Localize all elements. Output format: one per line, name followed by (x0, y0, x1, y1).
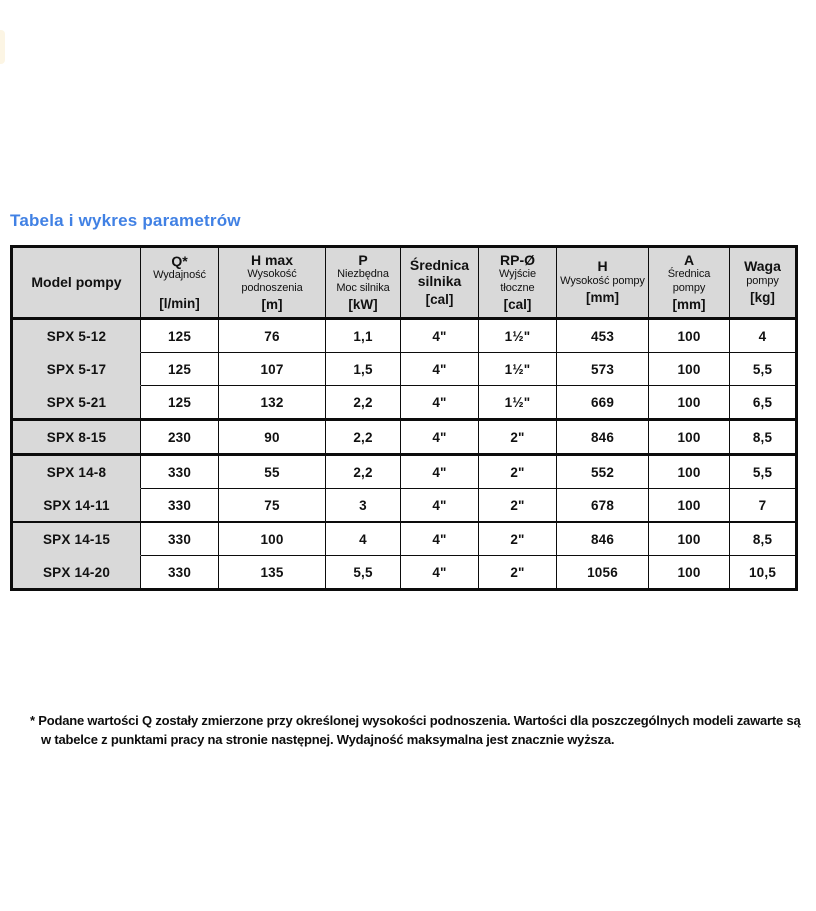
value-cell: 846 (557, 418, 649, 453)
model-cell: SPX 5-17 (13, 352, 141, 385)
table-body (13, 320, 795, 588)
column-header-waga-pompy (730, 248, 795, 320)
column-symbol: RP-Ø (500, 251, 535, 268)
model-cell: SPX 8-15 (13, 418, 141, 453)
value-cell: 330 (141, 555, 219, 588)
value-cell: 4" (401, 521, 479, 555)
model-cell: SPX 14-11 (13, 488, 141, 521)
value-cell: 330 (141, 453, 219, 488)
value-cell: 2" (479, 453, 557, 488)
table-row (13, 320, 795, 352)
table-row (13, 453, 795, 488)
column-symbol: A (683, 251, 695, 268)
column-symbol: Model pompy (31, 274, 122, 291)
column-header-srednica-silnika (401, 248, 479, 320)
value-cell: 100 (649, 352, 730, 385)
model-cell: SPX 5-21 (13, 385, 141, 418)
value-cell: 100 (649, 453, 730, 488)
value-cell: 4 (326, 521, 401, 555)
column-description: Średnica pompy (667, 268, 711, 294)
value-cell: 330 (141, 521, 219, 555)
value-cell: 230 (141, 418, 219, 453)
value-cell: 107 (219, 352, 326, 385)
table-row (13, 385, 795, 418)
column-description: pompy (746, 274, 779, 287)
column-symbol: Q* (171, 252, 188, 269)
column-symbol: P (358, 251, 368, 268)
value-cell: 1056 (557, 555, 649, 588)
value-cell: 4" (401, 352, 479, 385)
value-cell: 10,5 (730, 555, 795, 588)
value-cell: 5,5 (326, 555, 401, 588)
value-cell: 100 (219, 521, 326, 555)
value-cell: 4" (401, 488, 479, 521)
value-cell: 2" (479, 521, 557, 555)
column-header-model-pompy (13, 248, 141, 320)
value-cell: 552 (557, 453, 649, 488)
column-symbol: H max (250, 251, 294, 268)
table-header (13, 248, 795, 320)
column-unit: [l/min] (159, 295, 200, 311)
model-cell: SPX 14-20 (13, 555, 141, 588)
value-cell: 2,2 (326, 385, 401, 418)
column-unit: [mm] (672, 297, 706, 313)
value-cell: 669 (557, 385, 649, 418)
column-unit: [kW] (348, 297, 378, 313)
column-description: Wysokość pompy (560, 274, 645, 287)
column-symbol: Średnica silnika (409, 256, 470, 290)
value-cell: 573 (557, 352, 649, 385)
model-cell: SPX 14-15 (13, 521, 141, 555)
column-description: Wydajność (153, 269, 206, 282)
value-cell: 1,1 (326, 320, 401, 352)
page-edge-artifact (0, 30, 5, 64)
value-cell: 6,5 (730, 385, 795, 418)
table-row (13, 521, 795, 555)
value-cell: 4" (401, 385, 479, 418)
value-cell: 132 (219, 385, 326, 418)
value-cell: 846 (557, 521, 649, 555)
table-header-row (13, 248, 795, 320)
column-description: Wysokość podnoszenia (241, 268, 303, 294)
value-cell: 2" (479, 418, 557, 453)
value-cell: 2" (479, 488, 557, 521)
value-cell: 5,5 (730, 453, 795, 488)
value-cell: 100 (649, 555, 730, 588)
value-cell: 100 (649, 418, 730, 453)
column-description: Niezbędna Moc silnika (336, 268, 390, 294)
value-cell: 1½" (479, 385, 557, 418)
value-cell: 125 (141, 385, 219, 418)
table-row (13, 488, 795, 521)
column-description: Wyjście tłoczne (498, 268, 537, 294)
page-title: Tabela i wykres parametrów (10, 211, 241, 230)
column-unit: [kg] (750, 290, 775, 306)
value-cell: 2" (479, 555, 557, 588)
value-cell: 135 (219, 555, 326, 588)
pump-parameters-table (10, 245, 798, 591)
value-cell: 100 (649, 320, 730, 352)
column-symbol: Waga (744, 258, 781, 275)
value-cell: 1,5 (326, 352, 401, 385)
value-cell: 8,5 (730, 418, 795, 453)
column-unit: [m] (261, 297, 283, 313)
value-cell: 1½" (479, 320, 557, 352)
value-cell: 100 (649, 488, 730, 521)
value-cell: 90 (219, 418, 326, 453)
value-cell: 125 (141, 352, 219, 385)
table-row (13, 352, 795, 385)
column-symbol: H (597, 258, 608, 275)
value-cell: 55 (219, 453, 326, 488)
value-cell: 125 (141, 320, 219, 352)
value-cell: 8,5 (730, 521, 795, 555)
value-cell: 76 (219, 320, 326, 352)
value-cell: 7 (730, 488, 795, 521)
value-cell: 1½" (479, 352, 557, 385)
value-cell: 100 (649, 385, 730, 418)
value-cell: 2,2 (326, 418, 401, 453)
column-unit: [cal] (503, 297, 532, 313)
column-header-h-wysokosc-pompy (557, 248, 649, 320)
value-cell: 4" (401, 555, 479, 588)
value-cell: 330 (141, 488, 219, 521)
value-cell: 678 (557, 488, 649, 521)
value-cell: 2,2 (326, 453, 401, 488)
value-cell: 453 (557, 320, 649, 352)
value-cell: 4" (401, 418, 479, 453)
table-row (13, 418, 795, 453)
column-header-h-max (219, 248, 326, 320)
value-cell: 75 (219, 488, 326, 521)
column-header-a-srednica-pompy (649, 248, 730, 320)
value-cell: 4 (730, 320, 795, 352)
model-cell: SPX 5-12 (13, 320, 141, 352)
value-cell: 4" (401, 453, 479, 488)
value-cell: 4" (401, 320, 479, 352)
column-header-p-moc-silnika (326, 248, 401, 320)
column-header-q-wydajnosc (141, 248, 219, 320)
value-cell: 100 (649, 521, 730, 555)
model-cell: SPX 14-8 (13, 453, 141, 488)
table-row (13, 555, 795, 588)
column-header-rp-wyjscie-tloczne (479, 248, 557, 320)
column-unit: [cal] (425, 292, 454, 308)
value-cell: 5,5 (730, 352, 795, 385)
value-cell: 3 (326, 488, 401, 521)
footnote: * Podane wartości Q zostały zmierzone przy określonej wysokości podnoszenia. Wartości dla poszczególnych modeli zawarte są w tabelce z punktami pracy na stronie następnej. Wydajność maksymalna jest znacznie wyższa. (30, 713, 801, 747)
column-unit: [mm] (586, 290, 619, 306)
